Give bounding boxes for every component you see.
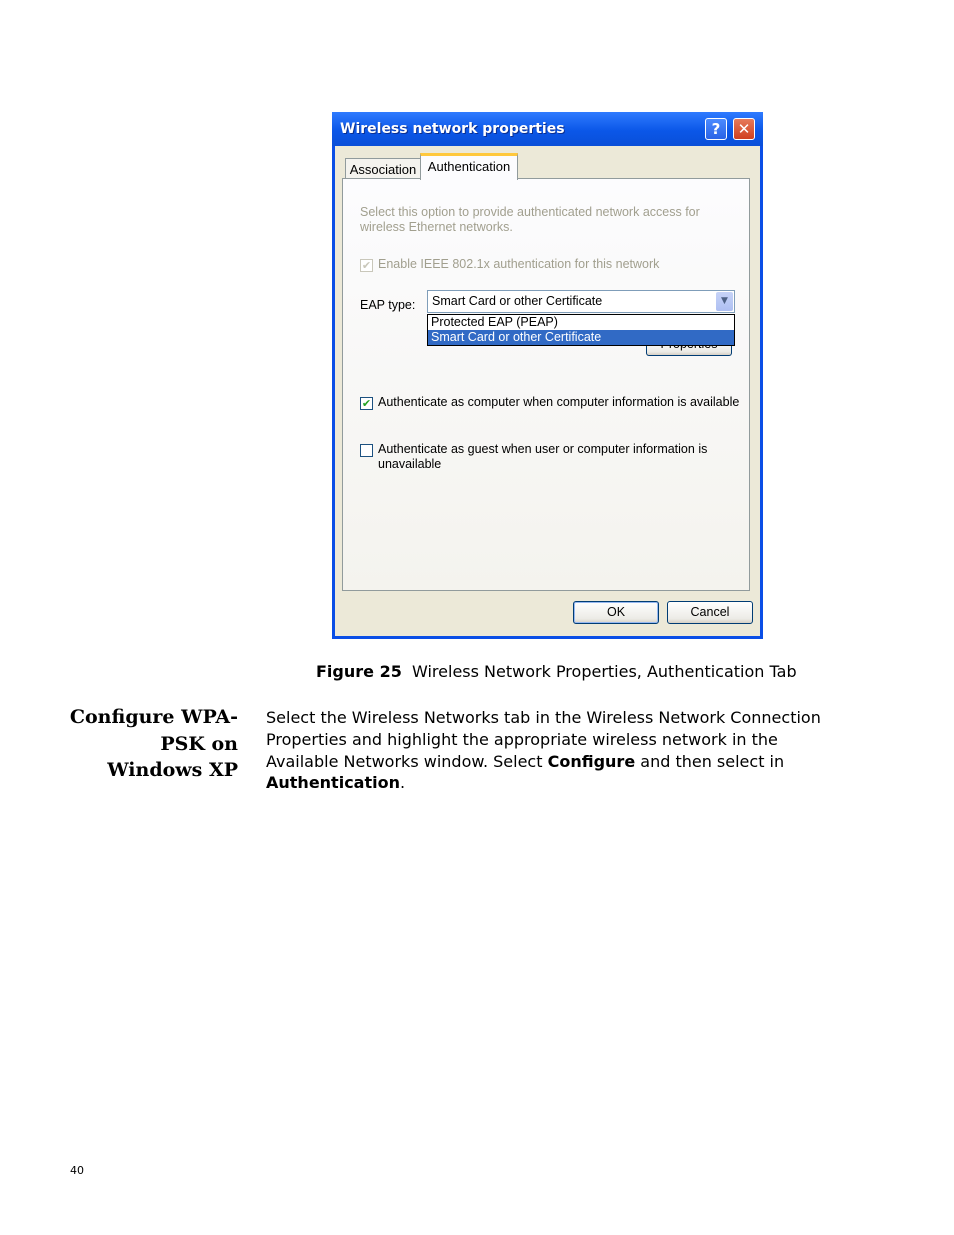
close-icon: ✕ — [737, 120, 751, 138]
body-paragraph — [266, 707, 826, 794]
dialog-body — [335, 146, 760, 636]
enable-8021x-checkbox[interactable] — [360, 259, 373, 272]
eap-type-dropdown-list — [427, 314, 735, 346]
dialog-titlebar[interactable] — [332, 112, 763, 146]
tab-authentication[interactable]: Authentication — [420, 153, 518, 180]
para-line-1: Select the Wireless Networks tab in the Wireless Network Connection — [266, 708, 821, 727]
close-button[interactable] — [733, 118, 755, 140]
wireless-network-properties-dialog — [332, 112, 763, 639]
check-icon: ✔ — [361, 259, 372, 272]
authentication-panel — [342, 178, 750, 591]
eap-type-select[interactable] — [427, 290, 735, 313]
para-line-3-pre: Available Networks window. Select — [266, 751, 548, 771]
tab-association[interactable]: Association — [345, 158, 421, 180]
authentication-term: Authentication — [266, 773, 400, 793]
eap-option-smart-card[interactable]: Smart Card or other Certificate — [428, 330, 734, 345]
auth-as-computer-label: Authenticate as computer when computer information is available — [378, 395, 740, 409]
dialog-title: Wireless network properties — [340, 121, 565, 137]
help-icon: ? — [711, 120, 721, 138]
para-line-3 — [266, 752, 784, 771]
figure-caption — [316, 662, 797, 681]
chevron-down-icon[interactable]: ▼ — [716, 292, 733, 311]
auth-as-computer-checkbox[interactable] — [360, 397, 373, 410]
figure-label: Figure 25 — [316, 662, 402, 681]
auth-as-guest-checkbox[interactable] — [360, 444, 373, 457]
description-line-2: wireless Ethernet networks. — [360, 220, 513, 234]
ok-button[interactable]: OK — [573, 601, 659, 624]
section-heading-line-1: Configure WPA- — [69, 706, 238, 728]
check-icon: ✔ — [361, 397, 372, 410]
section-heading — [40, 704, 238, 784]
section-heading-line-2: PSK on — [160, 732, 238, 755]
figure-caption-text: Wireless Network Properties, Authentication Tab — [412, 662, 797, 681]
para-line-4-post: . — [399, 773, 406, 793]
page-number: 40 — [70, 1164, 84, 1177]
para-line-3-post: and then select in — [635, 751, 785, 771]
auth-as-guest-label-2: unavailable — [378, 457, 442, 471]
eap-type-value: Smart Card or other Certificate — [432, 294, 603, 308]
cancel-button[interactable]: Cancel — [667, 601, 753, 624]
description-line-1: Select this option to provide authenticated network access for — [360, 205, 700, 219]
help-button[interactable] — [705, 118, 727, 140]
auth-as-guest-label-1: Authenticate as guest when user or computer information is — [378, 442, 708, 456]
eap-option-peap[interactable]: Protected EAP (PEAP) — [431, 315, 558, 329]
configure-term: Configure — [547, 751, 636, 771]
eap-type-label: EAP type: — [360, 298, 416, 312]
para-line-2: Properties and highlight the appropriate wireless network in the — [266, 729, 778, 749]
para-line-4 — [266, 773, 405, 792]
enable-8021x-label: Enable IEEE 802.1x authentication for this network — [378, 257, 660, 271]
section-heading-line-3: Windows XP — [107, 759, 238, 781]
